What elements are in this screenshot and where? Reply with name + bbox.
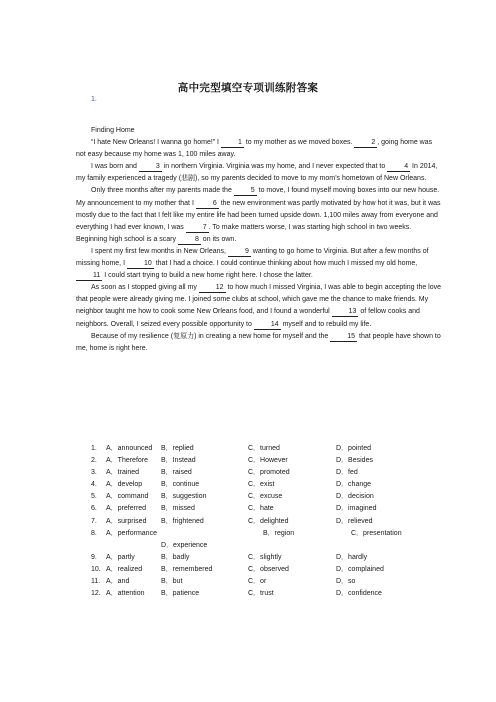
option-number: 1. — [91, 445, 97, 452]
option-c: C．turned — [248, 445, 280, 452]
passage-text: that I had a choice. I could continue thinking about how much I missed my old home, — [153, 260, 418, 268]
option-b: B．raised — [161, 469, 192, 477]
option-c: C．promoted — [248, 469, 290, 477]
passage-text: wanting to go home to Virginia. But after a few months of missing home, I — [76, 247, 429, 268]
blank-3: 3 — [139, 162, 162, 172]
passage-text: I spent my first few months in New Orleans, — [91, 247, 228, 255]
option-b: B．badly — [161, 553, 190, 561]
option-a: A．trained — [106, 469, 140, 477]
passage-text: . To make matters worse, I was starting high school in two weeks. Beginning high school is a scary — [76, 223, 412, 243]
passage-paragraph — [76, 246, 441, 282]
passage-paragraph — [76, 185, 441, 245]
option-b: B．patience — [161, 590, 200, 598]
option-c: C．hate — [248, 505, 274, 513]
option-row — [76, 516, 456, 528]
option-c: C．observed — [248, 565, 289, 573]
option-row — [76, 491, 456, 503]
blank-6: 6 — [196, 199, 219, 209]
option-row — [76, 455, 456, 467]
passage-text: I was born and — [91, 163, 139, 171]
page-title: 高中完型填空专项训练附答案 — [177, 82, 319, 94]
option-row — [76, 588, 456, 600]
passage-text: of fellow cooks and neighbors. Overall, I seized every possible opportunity to — [76, 308, 420, 328]
passage-text: As soon as I stopped giving all my — [91, 284, 199, 292]
passage-text: Only three months after my parents made the — [91, 187, 234, 195]
option-number: 2. — [91, 457, 97, 465]
option-row — [76, 564, 456, 576]
passage-paragraph — [76, 282, 441, 330]
option-b: B．region — [263, 529, 295, 537]
passage-paragraph — [76, 161, 441, 185]
passage-paragraphs — [76, 137, 441, 355]
option-a: A．announced — [106, 445, 153, 452]
option-number: 6. — [91, 505, 97, 513]
option-number: 12. — [91, 590, 101, 598]
option-c: C．slightly — [248, 553, 282, 561]
option-a: A．Therefore — [106, 457, 149, 465]
option-d: D．hardly — [336, 553, 368, 561]
passage-text: on its own. — [200, 235, 237, 243]
option-d: D．imagined — [336, 505, 377, 513]
option-c: C．However — [248, 457, 288, 465]
option-row — [76, 528, 456, 540]
blank-2: 2 — [354, 138, 377, 148]
passage-paragraph — [76, 331, 441, 355]
passage-text: , going home was not easy because my home was 1, 100 miles away. — [76, 139, 433, 159]
option-d: D．change — [336, 481, 372, 489]
blank-10: 10 — [127, 259, 154, 269]
passage-title: Finding Home — [91, 127, 135, 134]
blank-12: 12 — [199, 283, 226, 293]
option-b: B．continue — [161, 481, 200, 489]
option-c: C．delighted — [248, 517, 289, 525]
blank-5: 5 — [234, 186, 257, 196]
option-a: A．attention — [106, 590, 145, 598]
option-number: 4. — [91, 481, 97, 489]
option-number: 3. — [91, 469, 97, 477]
option-row-continued — [76, 540, 456, 552]
blank-11: 11 — [76, 271, 102, 281]
blank-7: 7 — [186, 223, 209, 233]
option-d: D．pointed — [336, 445, 372, 452]
option-c: C．trust — [248, 590, 274, 598]
option-d: D．Besides — [336, 457, 373, 465]
passage-text: to my mother as we moved boxes. — [243, 139, 355, 147]
option-b: B．remembered — [161, 565, 213, 573]
option-d: D．relieved — [336, 517, 373, 525]
option-a: A．and — [106, 578, 130, 586]
option-row — [76, 503, 456, 515]
option-number: 5. — [91, 493, 97, 501]
blank-8: 8 — [178, 235, 201, 245]
option-d: D．fed — [336, 469, 358, 477]
option-d: D．complained — [336, 565, 384, 573]
answer-options — [76, 443, 456, 600]
blank-14: 14 — [254, 320, 281, 330]
blank-9: 9 — [228, 247, 251, 257]
option-a: A．performance — [106, 529, 157, 537]
option-number: 9. — [91, 553, 97, 561]
option-row — [76, 443, 456, 455]
option-d: D．decision — [336, 493, 374, 501]
blank-15: 15 — [330, 332, 357, 342]
passage-text: to how much I missed Virginia, I was able to begin accepting the love that people were already giving me. I joined some clubs at school, which gave me the chance to make friends. My neighbor taught me how to cook some New Orleans food, and I found a wonderful — [76, 284, 442, 316]
passage-text: to move, I found myself moving boxes into our new house. My announcement to my mother that I — [76, 187, 440, 207]
question-number: 1. — [91, 96, 97, 103]
option-b: B．missed — [161, 505, 195, 513]
option-row — [76, 467, 456, 479]
passage-text: myself and to rebuild my life. — [280, 320, 372, 328]
option-c: C．or — [248, 578, 267, 586]
option-a: A．command — [106, 493, 149, 501]
option-b: B．suggestion — [161, 493, 207, 501]
option-c: C．presentation — [351, 529, 402, 537]
passage-paragraph — [76, 137, 441, 161]
passage-text: in northern Virginia. Virginia was my home, and I never expected that to — [161, 163, 388, 171]
passage-text: I could start trying to build a new home right here. I chose the latter. — [102, 272, 313, 280]
option-b: B．but — [161, 578, 183, 586]
option-row — [76, 479, 456, 491]
blank-13: 13 — [332, 307, 359, 317]
option-c: C．excuse — [248, 493, 283, 501]
option-a: A．partly — [106, 553, 135, 561]
option-row — [76, 576, 456, 588]
option-row — [76, 552, 456, 564]
passage-text: the new environment was partly motivated by how hot it was, but it was mostly due to the fact that I felt like my entire life had been turned upside down. 1,100 miles away from everyone and everything I had ever known, I was — [76, 199, 441, 231]
option-a: A．surprised — [106, 517, 147, 525]
option-number: 11. — [91, 578, 101, 586]
option-a: A．realized — [106, 565, 143, 573]
blank-1: 1 — [221, 138, 244, 148]
passage-text: “I hate New Orleans! I wanna go home!” I — [91, 139, 221, 147]
option-b: B．frightened — [161, 517, 204, 525]
option-number: 10. — [91, 565, 101, 573]
option-c: C．exist — [248, 481, 275, 489]
option-a: A．develop — [106, 481, 143, 489]
blank-4: 4 — [387, 162, 410, 172]
option-b: B．Instead — [161, 457, 196, 465]
option-b: B．replied — [161, 445, 194, 452]
option-d: D．confidence — [336, 590, 382, 598]
option-d: D．so — [336, 578, 356, 586]
passage-text: Because of my resilience (复原力) in creating a new home for myself and the — [91, 332, 331, 340]
option-d: D．experience — [161, 541, 208, 549]
passage — [76, 125, 441, 355]
option-a: A．preferred — [106, 505, 147, 513]
passage-text: that people have shown to me, home is right here. — [76, 332, 441, 352]
passage-text: In 2014, my family experienced a tragedy (悲剧), so my parents decided to move to my mom’s hometown of New Orleans. — [76, 163, 438, 183]
option-number: 8. — [91, 529, 97, 537]
option-number: 7. — [91, 517, 97, 525]
